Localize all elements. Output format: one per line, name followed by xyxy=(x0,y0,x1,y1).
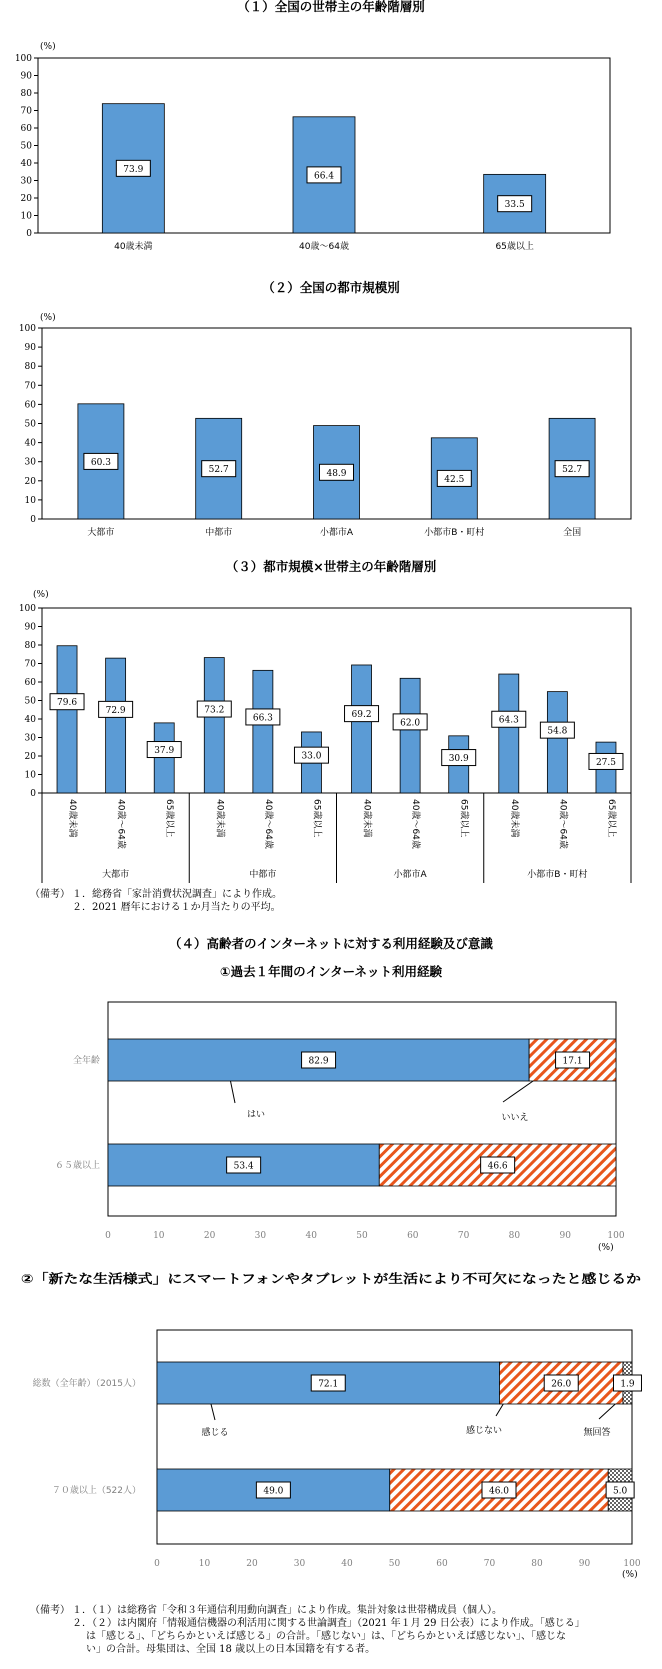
chart3-subcategory-label: 40歳未満 xyxy=(214,799,225,838)
chart4-xtick-label: 0 xyxy=(105,1231,111,1241)
chart1-ytick-label: 10 xyxy=(20,211,32,222)
chart2-title: （２）全国の都市規模別 xyxy=(262,280,400,295)
chart3-bar-label: 30.9 xyxy=(448,754,469,765)
notes2-line: １．（１）は総務省「令和３年通信利用動向調査」により作成。集計対象は世帯構成員（個人）。 xyxy=(72,1605,502,1616)
annotation-no-answer: 無回答 xyxy=(583,1428,611,1438)
chart2-category-label: 大都市 xyxy=(87,528,115,538)
chart3-ytick-label: 90 xyxy=(24,622,36,633)
chart3-bar-label: 62.0 xyxy=(400,718,421,729)
chart5-segment-label: 46.0 xyxy=(488,1486,510,1497)
chart1-ytick-label: 0 xyxy=(26,229,32,239)
chart4-xtick-label: 50 xyxy=(356,1231,368,1241)
chart4-xtick-label: 100 xyxy=(607,1231,625,1241)
chart2-bar-label: 60.3 xyxy=(90,457,111,468)
chart3-group-label: 大都市 xyxy=(102,870,130,880)
chart1-ytick-label: 90 xyxy=(20,71,32,82)
chart4-xtick-label: 80 xyxy=(508,1231,521,1241)
chart2-bar-label: 52.7 xyxy=(208,465,229,476)
notes1-line: ２．2021 暦年における１か月当たりの平均。 xyxy=(72,902,281,913)
chart3-bar-label: 33.0 xyxy=(301,751,322,762)
chart2-ytick-label: 100 xyxy=(18,324,36,334)
chart2-ytick-label: 50 xyxy=(24,419,36,430)
notes1-line: １．総務省「家計消費状況調査」により作成。 xyxy=(72,889,282,900)
chart1-ytick-label: 20 xyxy=(20,194,32,204)
chart5-title: ②「新たな生活様式」にスマートフォンやタブレットが生活により不可欠になったと感じるか xyxy=(21,1271,641,1286)
chart3-ytick-label: 30 xyxy=(24,733,36,744)
chart1-category-label: 40歳未満 xyxy=(114,242,153,252)
chart1-ytick-label: 60 xyxy=(20,124,32,134)
chart2-ytick-label: 90 xyxy=(24,343,36,354)
annotation-feel: 感じる xyxy=(201,1428,229,1438)
chart5-segment-label: 72.1 xyxy=(318,1379,339,1390)
chart5-xtick-label: 70 xyxy=(483,1559,496,1569)
chart3-subcategory-label: 40歳～64歳 xyxy=(115,799,126,849)
chart5-segment-label: 26.0 xyxy=(551,1379,572,1390)
chart4-xtick-label: 40 xyxy=(305,1231,317,1241)
chart3-ytick-label: 70 xyxy=(24,659,36,670)
chart3-ytick-label: 0 xyxy=(30,789,36,799)
annotation-no: いいえ xyxy=(501,1113,529,1123)
chart3-ytick-label: 80 xyxy=(24,641,36,651)
chart1-ytick-label: 30 xyxy=(20,176,32,187)
notes2-line: ２．（２）は内閣府「情報通信機器の利活用に関する世論調査」（2021 年１月 29 日公表）により作成。「感じる」 xyxy=(72,1618,585,1629)
notes1 xyxy=(30,888,282,914)
chart4-segment-label: 46.6 xyxy=(487,1161,508,1172)
chart3-ytick-label: 50 xyxy=(24,696,36,707)
chart4-title: （４）高齢者のインターネットに対する利用経験及び意識 xyxy=(169,936,493,951)
chart5-xtick-label: 20 xyxy=(246,1559,258,1569)
chart3-plot-frame xyxy=(42,608,631,793)
chart3-ytick-label: 20 xyxy=(24,752,36,762)
chart3-group-label: 小都市A xyxy=(393,870,427,880)
chart3-ytick-label: 100 xyxy=(18,604,36,614)
chart2-ytick-label: 0 xyxy=(30,515,36,525)
chart5-xtick-label: 0 xyxy=(154,1559,160,1569)
chart3-subcategory-label: 65歳以上 xyxy=(311,799,322,838)
chart1-ytick-label: 70 xyxy=(20,106,32,117)
chart4-segment-label: 17.1 xyxy=(562,1056,583,1067)
chart3-subcategory-label: 65歳以上 xyxy=(458,799,469,838)
chart2-category-label: 小都市A xyxy=(319,528,354,538)
chart3-ytick-label: 40 xyxy=(24,715,36,725)
chart2-ytick-label: 60 xyxy=(24,400,36,411)
chart3-bar-label: 64.3 xyxy=(498,715,519,726)
chart1-category-label: 40歳～64歳 xyxy=(299,242,349,252)
chart5-xtick-label: 60 xyxy=(436,1559,448,1569)
chart2-bar-label: 52.7 xyxy=(562,465,583,476)
chart3-ytick-label: 60 xyxy=(24,678,36,688)
chart3-subcategory-label: 65歳以上 xyxy=(605,799,616,838)
chart1-ytick-label: 40 xyxy=(20,159,32,169)
chart3-bar-label: 69.2 xyxy=(351,710,372,721)
chart4-xtick-label: 70 xyxy=(457,1231,470,1241)
chart1-bar-label: 73.9 xyxy=(123,164,144,175)
chart2-ytick-label: 80 xyxy=(24,362,36,373)
chart1-bar-label: 33.5 xyxy=(504,200,525,211)
notes2 xyxy=(30,1604,662,1656)
chart3-group-label: 小都市B・町村 xyxy=(527,870,588,880)
chart3-subcategory-label: 40歳～64歳 xyxy=(262,799,273,849)
chart3-bar xyxy=(499,674,519,793)
chart4-xtick-label: 90 xyxy=(559,1231,571,1241)
chart3-bar xyxy=(400,678,420,793)
chart3-bar-label: 72.9 xyxy=(105,705,126,716)
chart2-ytick-label: 20 xyxy=(24,476,36,487)
chart3-bar xyxy=(204,658,224,793)
chart2-ytick-label: 40 xyxy=(24,438,36,449)
chart3-subcategory-label: 65歳以上 xyxy=(164,799,175,838)
chart3-bar xyxy=(106,658,126,793)
chart3-bar xyxy=(352,665,372,793)
chart5-xtick-label: 10 xyxy=(198,1559,211,1569)
chart3-yunit: (%) xyxy=(33,590,49,600)
chart5-xtick-label: 90 xyxy=(578,1559,591,1569)
chart3-title: （３）都市規模×世帯主の年齢階層別 xyxy=(225,559,437,574)
chart4-segment-label: 53.4 xyxy=(233,1161,254,1172)
chart3-subcategory-label: 40歳未満 xyxy=(67,799,78,838)
chart1-bar-label: 66.4 xyxy=(313,171,335,182)
chart2-category-label: 全国 xyxy=(563,528,582,538)
chart1-yunit: (%) xyxy=(40,42,56,52)
chart3-bar xyxy=(547,692,567,793)
chart1-ytick-label: 80 xyxy=(20,89,32,99)
chart2-category-label: 中都市 xyxy=(205,528,233,538)
chart2-bar-label: 48.9 xyxy=(326,468,347,479)
notes1-label: （備考） xyxy=(30,889,70,900)
chart3-subcategory-label: 40歳未満 xyxy=(361,799,372,838)
chart1-category-label: 65歳以上 xyxy=(495,242,534,252)
chart5-xtick-label: 50 xyxy=(388,1559,401,1569)
chart5-xtick-label: 100 xyxy=(623,1559,641,1569)
chart3-bar-label: 37.9 xyxy=(154,746,175,757)
chart1-title: （１）全国の世帯主の年齢階層別 xyxy=(237,0,425,14)
chart2-ytick-label: 30 xyxy=(24,457,36,468)
chart5-xtick-label: 80 xyxy=(531,1559,543,1569)
chart2-bar-label: 42.5 xyxy=(444,474,465,485)
chart5-segment-label: 5.0 xyxy=(612,1486,628,1497)
chart3-bar-label: 54.8 xyxy=(547,726,568,737)
chart4-subtitle: ①過去１年間のインターネット利用経験 xyxy=(220,964,442,979)
chart5-segment-label: 49.0 xyxy=(263,1486,284,1497)
chart5-row-label: 総数（全年齢）（2015人） xyxy=(32,1379,141,1389)
chart3-bar-label: 66.3 xyxy=(252,713,273,724)
chart4-xunit: (%) xyxy=(598,1243,614,1253)
chart2-ytick-label: 10 xyxy=(24,495,36,506)
chart4-xtick-label: 60 xyxy=(407,1231,419,1241)
chart3-ytick-label: 10 xyxy=(24,770,36,781)
chart2-category-label: 小都市B・町村 xyxy=(424,528,485,538)
notes2-line: い」の合計。母集団は、全国 18 歳以上の日本国籍を有する者。 xyxy=(86,1644,376,1655)
chart4-xtick-label: 30 xyxy=(254,1231,267,1241)
chart3-group-label: 中都市 xyxy=(249,870,277,880)
annotation-not-feel: 感じない xyxy=(465,1426,503,1436)
chart2-ytick-label: 70 xyxy=(24,381,36,392)
chart3-bar-label: 79.6 xyxy=(57,698,78,709)
chart4-segment-label: 82.9 xyxy=(308,1056,329,1067)
chart3-bar xyxy=(57,646,77,793)
notes2-label: （備考） xyxy=(30,1605,70,1616)
chart3-bar xyxy=(253,670,273,793)
chart5-xunit: (%) xyxy=(622,1570,638,1580)
chart3-subcategory-label: 40歳未満 xyxy=(508,799,519,838)
chart5-xtick-label: 30 xyxy=(293,1559,306,1569)
chart1-ytick-label: 50 xyxy=(20,141,32,152)
chart3-bar-label: 73.2 xyxy=(204,705,225,716)
chart3-subcategory-label: 40歳～64歳 xyxy=(557,799,568,849)
chart4-xtick-label: 10 xyxy=(153,1231,165,1241)
chart2-yunit: (%) xyxy=(40,313,56,323)
chart4-row-label: ６５歳以上 xyxy=(54,1161,100,1171)
annotation-yes: はい xyxy=(246,1110,266,1120)
chart5-xtick-label: 40 xyxy=(341,1559,353,1569)
chart3-bar-label: 27.5 xyxy=(595,757,616,768)
chart1-ytick-label: 100 xyxy=(14,54,32,64)
chart4-xtick-label: 20 xyxy=(203,1231,216,1241)
chart4-row-label: 全年齢 xyxy=(72,1056,100,1066)
notes2-line: は「感じる」、「どちらかといえば感じる」の合計。「感じない」は、「どちらかといえば感じない」、「感じな xyxy=(86,1631,566,1642)
chart5-row-label: ７０歳以上（522人） xyxy=(51,1486,141,1496)
chart3-subcategory-label: 40歳～64歳 xyxy=(410,799,421,849)
chart5-segment-label: 1.9 xyxy=(620,1379,635,1390)
